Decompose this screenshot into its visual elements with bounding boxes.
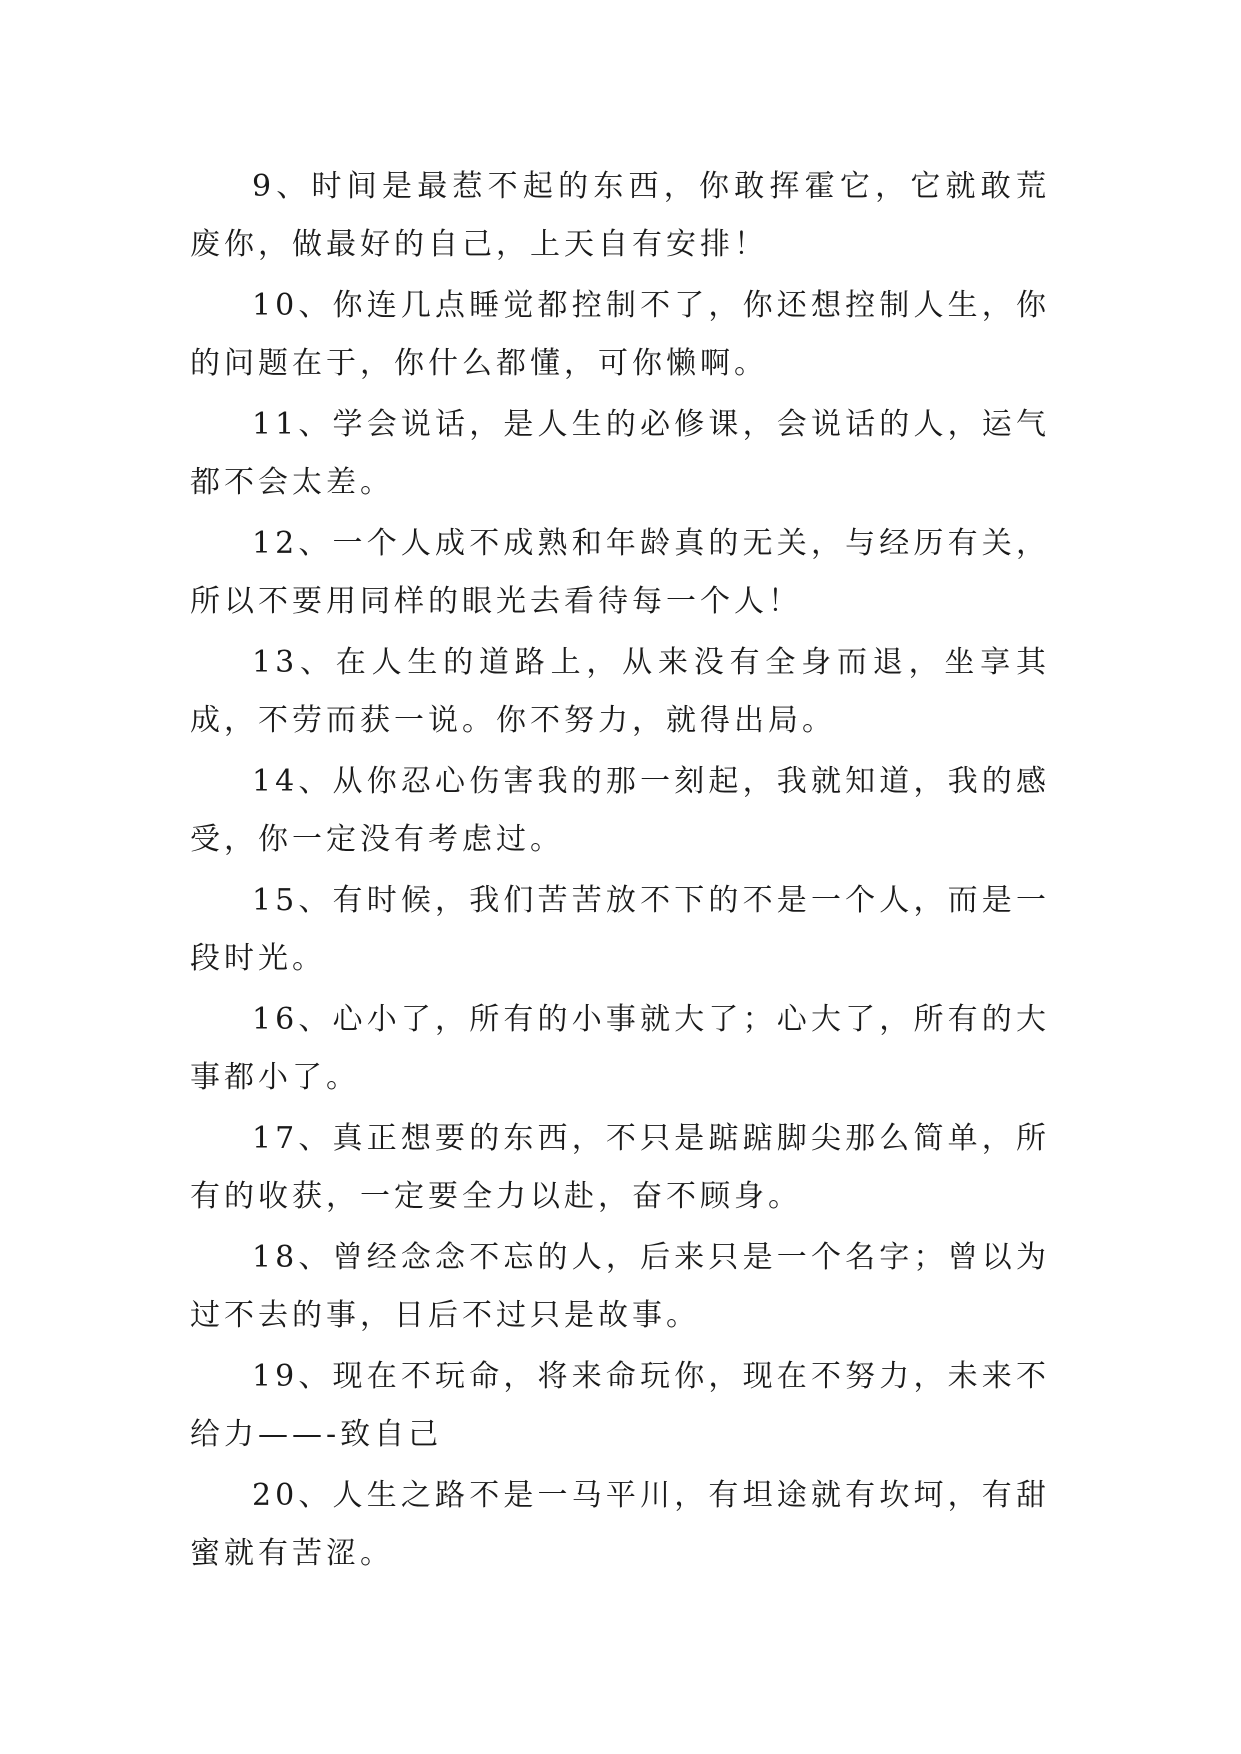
paragraph-15 [190,872,1050,988]
paragraph-11 [190,396,1050,512]
paragraph-19 [190,1348,1050,1464]
paragraph-text: 14、从你忍心伤害我的那一刻起，我就知道，我的感受，你一定没有考虑过。 [190,764,1050,857]
paragraph-18 [190,1229,1050,1345]
document-body [190,158,1050,1586]
paragraph-text: 13、在人生的道路上，从来没有全身而退，坐享其成，不劳而获一说。你不努力，就得出局。 [190,645,1050,738]
paragraph-9 [190,158,1050,274]
paragraph-text: 18、曾经念念不忘的人，后来只是一个名字；曾以为过不去的事，日后不过只是故事。 [190,1240,1050,1333]
paragraph-text: 11、学会说话，是人生的必修课，会说话的人，运气都不会太差。 [190,407,1050,500]
paragraph-14 [190,753,1050,869]
paragraph-text: 17、真正想要的东西，不只是踮踮脚尖那么简单，所有的收获，一定要全力以赴，奋不顾身。 [190,1121,1050,1214]
paragraph-17 [190,1110,1050,1226]
paragraph-text: 19、现在不玩命，将来命玩你，现在不努力，未来不给力——-致自己 [190,1359,1050,1452]
paragraph-text: 9、时间是最惹不起的东西，你敢挥霍它，它就敢荒废你，做最好的自己，上天自有安排！ [190,169,1050,262]
paragraph-text: 12、一个人成不成熟和年龄真的无关，与经历有关，所以不要用同样的眼光去看待每一个人！ [190,526,1050,619]
paragraph-16 [190,991,1050,1107]
paragraph-12 [190,515,1050,631]
paragraph-text: 16、心小了，所有的小事就大了；心大了，所有的大事都小了。 [190,1002,1050,1095]
paragraph-text: 15、有时候，我们苦苦放不下的不是一个人，而是一段时光。 [190,883,1050,976]
paragraph-10 [190,277,1050,393]
paragraph-text: 20、人生之路不是一马平川，有坦途就有坎坷，有甜蜜就有苦涩。 [190,1478,1050,1571]
paragraph-20 [190,1467,1050,1583]
paragraph-13 [190,634,1050,750]
paragraph-text: 10、你连几点睡觉都控制不了，你还想控制人生，你的问题在于，你什么都懂，可你懒啊。 [190,288,1050,381]
